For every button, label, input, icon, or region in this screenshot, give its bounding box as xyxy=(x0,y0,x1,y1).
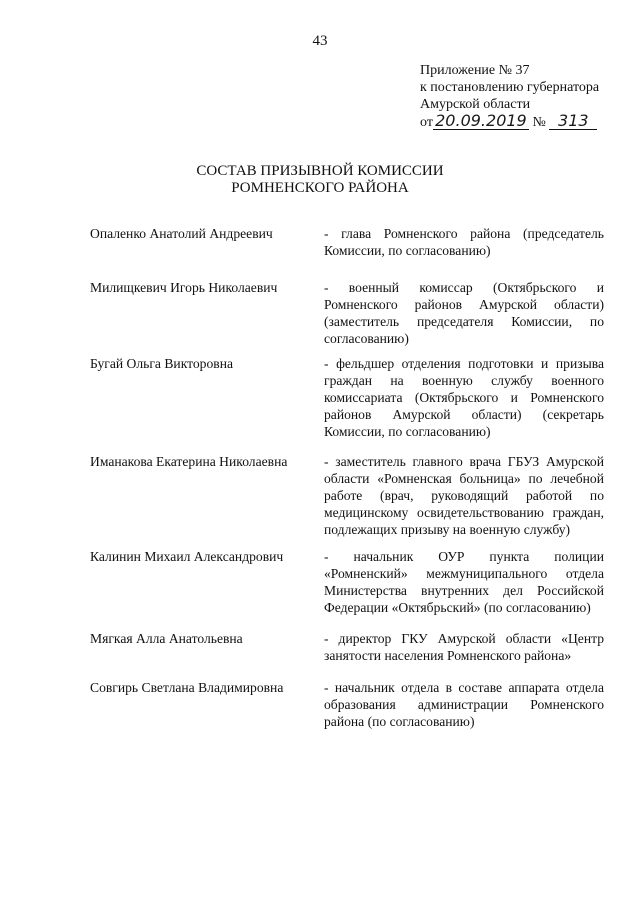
member-role: - фельдшер отделения подготовки и призыва граждан на военную службу военного комиссариата (Октябрьского и Ромненского районов Амурской области) (секретарь Комиссии, по согласованию) xyxy=(324,356,604,439)
heading-line-1: СОСТАВ ПРИЗЫВНОЙ КОМИССИИ xyxy=(196,163,444,179)
member-role: - глава Ромненского района (председатель Комиссии, по согласованию) xyxy=(324,226,604,258)
member-name: Опаленко Анатолий Андреевич xyxy=(90,226,273,241)
member-role: - заместитель главного врача ГБУЗ Амурской области «Ромненская больница» по лечебной работе (врач, руководящий работой по медицинскому освидетельствованию граждан, подлежащих призыву на военную службу) xyxy=(324,454,604,537)
page-number: 43 xyxy=(312,33,328,49)
appendix-sign-row xyxy=(420,113,599,131)
handwritten-date: 20.09.2019 xyxy=(433,113,529,130)
member-name: Бугай Ольга Викторовна xyxy=(90,356,233,371)
appendix-title: Приложение № 37 xyxy=(420,63,530,78)
member-role: - директор ГКУ Амурской области «Центр занятости населения Ромненского района» xyxy=(324,631,604,663)
member-name: Калинин Михаил Александрович xyxy=(90,549,284,564)
member-role: - военный комиссар (Октябрьского и Ромненского районов Амурской области) (заместитель председателя Комиссии, по согласованию) xyxy=(324,280,604,346)
appendix-block xyxy=(420,62,599,131)
member-role: - начальник ОУР пункта полиции «Ромненский» межмуниципального отдела Министерства внутренних дел Российской Федерации «Октябрьский» (по согласованию) xyxy=(324,549,604,615)
document-heading xyxy=(0,163,640,197)
appendix-decree-line: к постановлению губернатора xyxy=(420,80,600,95)
member-name: Совгирь Светлана Владимировна xyxy=(90,680,284,695)
member-name: Иманакова Екатерина Николаевна xyxy=(90,454,288,469)
member-role: - начальник отдела в составе аппарата отдела образования администрации Ромненского района (по согласованию) xyxy=(324,680,604,729)
appendix-region-line: Амурской области xyxy=(420,97,531,112)
member-name: Мягкая Алла Анатольевна xyxy=(90,631,243,646)
member-name: Милищкевич Игорь Николаевич xyxy=(90,280,278,295)
handwritten-number: 313 xyxy=(549,113,597,130)
number-prefix: № xyxy=(532,115,546,130)
heading-line-2: РОМНЕНСКОГО РАЙОНА xyxy=(231,180,409,196)
date-prefix: от xyxy=(420,115,433,130)
